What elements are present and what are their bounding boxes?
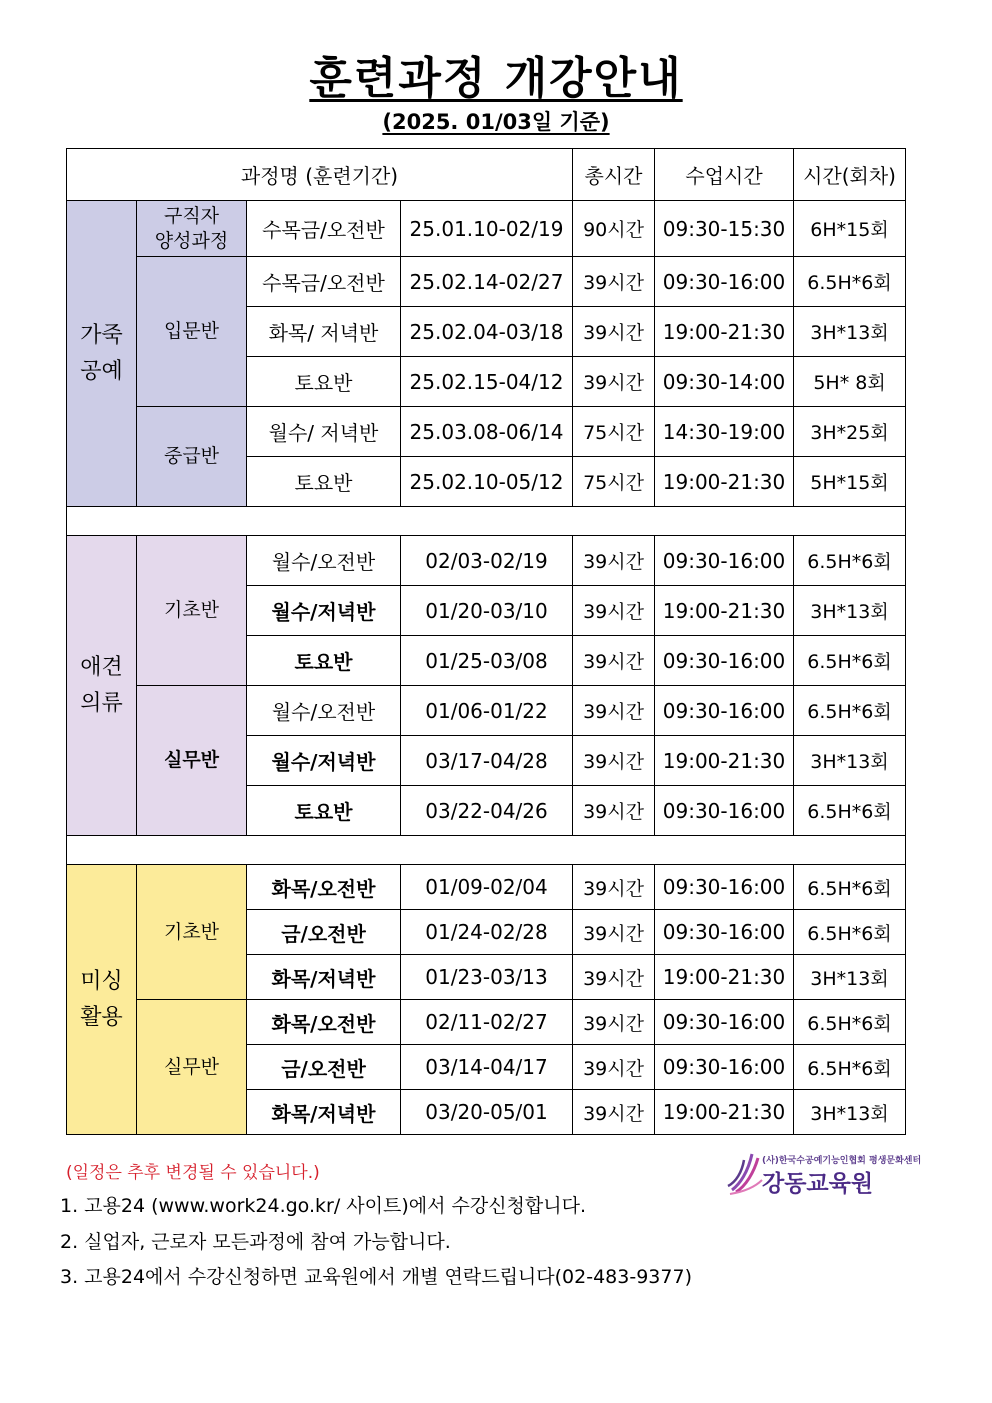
total-hours-cell: 39시간	[573, 586, 655, 636]
total-hours-cell: 39시간	[573, 910, 655, 955]
page-subtitle: (2025. 01/03일 기준)	[382, 110, 610, 134]
class-time-cell: 19:00-21:30	[655, 307, 794, 357]
period-cell: 02/03-02/19	[401, 536, 573, 586]
hours-sessions-cell: 5H* 8회	[794, 357, 906, 407]
table-body	[67, 201, 906, 1135]
class-time-cell: 09:30-15:30	[655, 201, 794, 257]
period-cell: 25.01.10-02/19	[401, 201, 573, 257]
hours-sessions-cell: 3H*13회	[794, 1090, 906, 1135]
period-cell: 03/17-04/28	[401, 736, 573, 786]
total-hours-cell: 39시간	[573, 307, 655, 357]
schedule-cell: 화목/ 저녁반	[247, 307, 401, 357]
total-hours-cell: 39시간	[573, 786, 655, 836]
separator-cell	[67, 507, 906, 536]
table-row	[67, 201, 906, 257]
class-time-cell: 09:30-16:00	[655, 636, 794, 686]
period-cell: 25.03.08-06/14	[401, 407, 573, 457]
hours-sessions-cell: 3H*13회	[794, 955, 906, 1000]
total-hours-cell: 39시간	[573, 1090, 655, 1135]
total-hours-cell: 75시간	[573, 457, 655, 507]
separator-cell	[67, 836, 906, 865]
table-row	[67, 536, 906, 586]
course-level-cell: 실무반	[137, 686, 247, 836]
period-cell: 02/11-02/27	[401, 1000, 573, 1045]
header-class-time: 수업시간	[655, 149, 794, 201]
notice-2: 2. 실업자, 근로자 모든과정에 참여 가능합니다.	[60, 1231, 451, 1253]
logo-small-text: (사)한국수공예기능인협회 평생문화센터	[762, 1156, 922, 1166]
schedule-cell: 금/오전반	[247, 910, 401, 955]
category-cell: 가죽 공예	[67, 201, 137, 507]
schedule-cell: 화목/저녁반	[247, 1090, 401, 1135]
notice-3: 3. 고용24에서 수강신청하면 교육원에서 개별 연락드립니다(02-483-9377)	[60, 1266, 692, 1288]
logo-name: 강동교육원	[762, 1171, 874, 1197]
class-time-cell: 09:30-16:00	[655, 686, 794, 736]
table-header-row	[67, 149, 906, 201]
course-level-cell: 구직자 양성과정	[137, 201, 247, 257]
class-time-cell: 19:00-21:30	[655, 736, 794, 786]
schedule-cell: 월수/ 저녁반	[247, 407, 401, 457]
class-time-cell: 09:30-14:00	[655, 357, 794, 407]
schedule-cell: 금/오전반	[247, 1045, 401, 1090]
course-level-cell: 기초반	[137, 865, 247, 1000]
period-cell: 01/23-03/13	[401, 955, 573, 1000]
period-cell: 01/24-02/28	[401, 910, 573, 955]
table-row	[67, 407, 906, 457]
schedule-cell: 토요반	[247, 457, 401, 507]
class-time-cell: 14:30-19:00	[655, 407, 794, 457]
schedule-change-note: (일정은 추후 변경될 수 있습니다.)	[66, 1163, 320, 1183]
hours-sessions-cell: 6.5H*6회	[794, 1045, 906, 1090]
schedule-cell: 토요반	[247, 357, 401, 407]
class-time-cell: 09:30-16:00	[655, 257, 794, 307]
period-cell: 03/20-05/01	[401, 1090, 573, 1135]
period-cell: 25.02.14-02/27	[401, 257, 573, 307]
schedule-cell: 월수/저녁반	[247, 586, 401, 636]
schedule-cell: 화목/오전반	[247, 1000, 401, 1045]
schedule-cell: 월수/오전반	[247, 536, 401, 586]
category-cell: 애견 의류	[67, 536, 137, 836]
total-hours-cell: 39시간	[573, 686, 655, 736]
total-hours-cell: 39시간	[573, 636, 655, 686]
period-cell: 01/20-03/10	[401, 586, 573, 636]
class-time-cell: 09:30-16:00	[655, 1045, 794, 1090]
header-hours-sessions: 시간(회차)	[794, 149, 906, 201]
total-hours-cell: 39시간	[573, 1000, 655, 1045]
class-time-cell: 09:30-16:00	[655, 786, 794, 836]
schedule-cell: 화목/저녁반	[247, 955, 401, 1000]
schedule-cell: 수목금/오전반	[247, 201, 401, 257]
page-title: 훈련과정 개강안내	[309, 53, 683, 104]
period-cell: 03/14-04/17	[401, 1045, 573, 1090]
period-cell: 01/25-03/08	[401, 636, 573, 686]
period-cell: 01/09-02/04	[401, 865, 573, 910]
hours-sessions-cell: 6.5H*6회	[794, 257, 906, 307]
table-row	[67, 257, 906, 307]
total-hours-cell: 75시간	[573, 407, 655, 457]
total-hours-cell: 39시간	[573, 865, 655, 910]
hours-sessions-cell: 3H*13회	[794, 586, 906, 636]
course-level-cell: 실무반	[137, 1000, 247, 1135]
schedule-cell: 토요반	[247, 636, 401, 686]
class-time-cell: 19:00-21:30	[655, 586, 794, 636]
section-separator	[67, 507, 906, 536]
period-cell: 03/22-04/26	[401, 786, 573, 836]
hours-sessions-cell: 6.5H*6회	[794, 1000, 906, 1045]
class-time-cell: 19:00-21:30	[655, 955, 794, 1000]
table-row	[67, 865, 906, 910]
total-hours-cell: 39시간	[573, 1045, 655, 1090]
notice-1: 1. 고용24 (www.work24.go.kr/ 사이트)에서 수강신청합니다.	[60, 1195, 586, 1217]
section-separator	[67, 836, 906, 865]
table-row	[67, 686, 906, 736]
table-row	[67, 1000, 906, 1045]
total-hours-cell: 39시간	[573, 736, 655, 786]
schedule-cell: 토요반	[247, 786, 401, 836]
hours-sessions-cell: 6.5H*6회	[794, 636, 906, 686]
hours-sessions-cell: 6.5H*6회	[794, 686, 906, 736]
total-hours-cell: 39시간	[573, 257, 655, 307]
class-time-cell: 09:30-16:00	[655, 865, 794, 910]
hours-sessions-cell: 6.5H*6회	[794, 865, 906, 910]
period-cell: 01/06-01/22	[401, 686, 573, 736]
category-cell: 미싱 활용	[67, 865, 137, 1135]
hours-sessions-cell: 3H*25회	[794, 407, 906, 457]
schedule-cell: 월수/오전반	[247, 686, 401, 736]
course-level-cell: 중급반	[137, 407, 247, 507]
schedule-cell: 수목금/오전반	[247, 257, 401, 307]
class-time-cell: 09:30-16:00	[655, 1000, 794, 1045]
hours-sessions-cell: 6.5H*6회	[794, 536, 906, 586]
total-hours-cell: 39시간	[573, 536, 655, 586]
hours-sessions-cell: 3H*13회	[794, 736, 906, 786]
class-time-cell: 09:30-16:00	[655, 536, 794, 586]
logo	[726, 1150, 922, 1197]
hours-sessions-cell: 6H*15회	[794, 201, 906, 257]
class-time-cell: 19:00-21:30	[655, 1090, 794, 1135]
header-course: 과정명 (훈련기간)	[67, 149, 573, 201]
course-level-cell: 기초반	[137, 536, 247, 686]
total-hours-cell: 39시간	[573, 955, 655, 1000]
hours-sessions-cell: 3H*13회	[794, 307, 906, 357]
period-cell: 25.02.15-04/12	[401, 357, 573, 407]
schedule-table	[66, 148, 906, 1135]
period-cell: 25.02.10-05/12	[401, 457, 573, 507]
hours-sessions-cell: 6.5H*6회	[794, 910, 906, 955]
hours-sessions-cell: 6.5H*6회	[794, 786, 906, 836]
total-hours-cell: 90시간	[573, 201, 655, 257]
hours-sessions-cell: 5H*15회	[794, 457, 906, 507]
class-time-cell: 09:30-16:00	[655, 910, 794, 955]
schedule-cell: 월수/저녁반	[247, 736, 401, 786]
header-total-hours: 총시간	[573, 149, 655, 201]
schedule-cell: 화목/오전반	[247, 865, 401, 910]
total-hours-cell: 39시간	[573, 357, 655, 407]
logo-mark-icon	[726, 1150, 766, 1196]
course-level-cell: 입문반	[137, 257, 247, 407]
class-time-cell: 19:00-21:30	[655, 457, 794, 507]
period-cell: 25.02.04-03/18	[401, 307, 573, 357]
